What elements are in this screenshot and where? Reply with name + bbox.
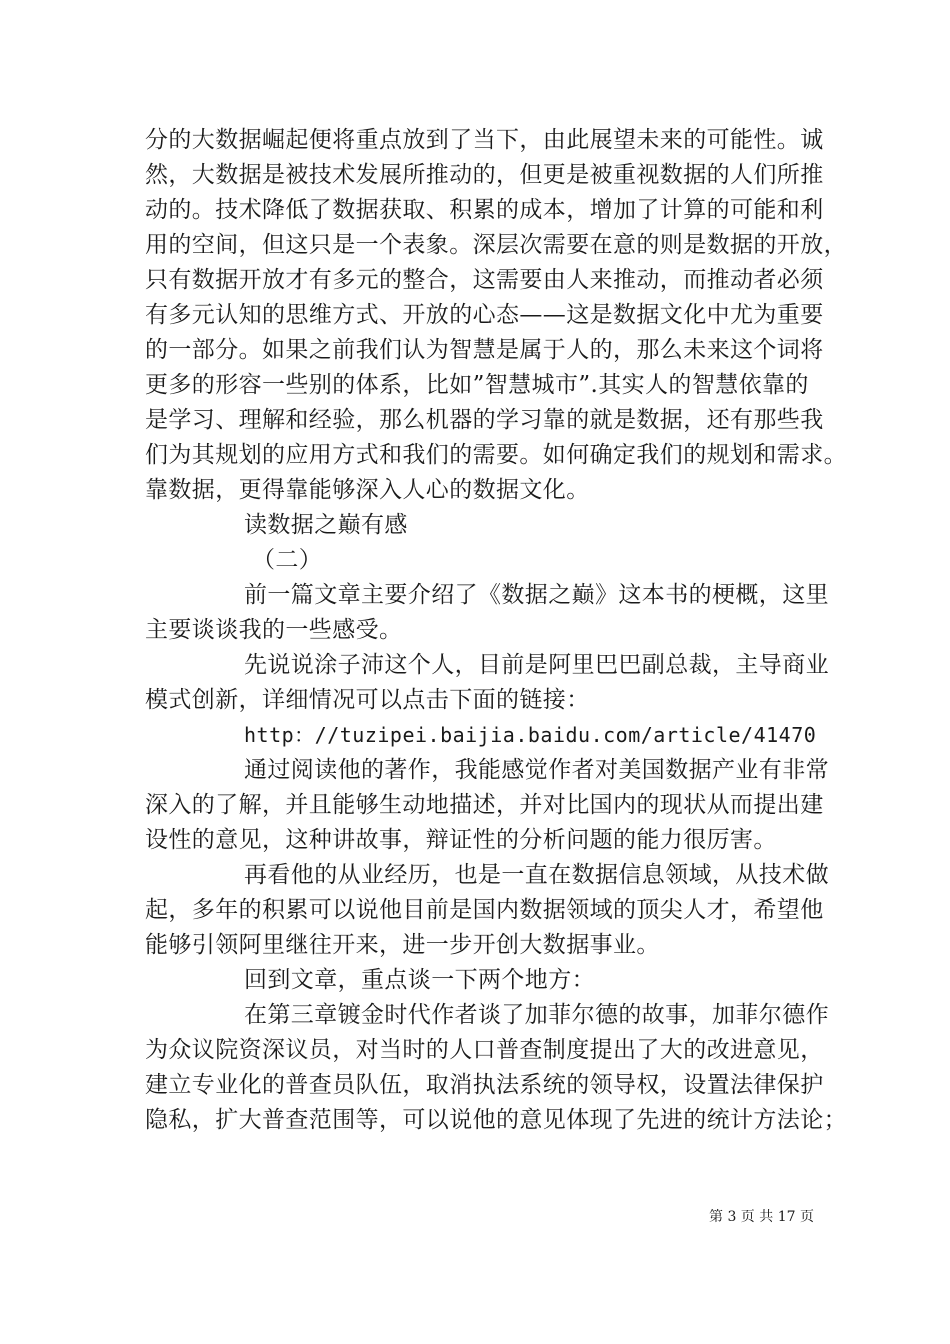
text-line: 能够引领阿里继往开来，进一步开创大数据事业。: [145, 932, 660, 958]
text-line: 设性的意见，这种讲故事，辩证性的分析问题的能力很厉害。: [145, 827, 777, 853]
text-line: 动的。技术降低了数据获取、积累的成本，增加了计算的可能和利: [145, 197, 824, 223]
text-line: 在第三章镀金时代作者谈了加菲尔德的故事，加菲尔德作: [244, 1002, 829, 1028]
text-line: 建立专业化的普查员队伍，取消执法系统的领导权，设置法律保护: [145, 1072, 824, 1098]
text-line: 的一部分。如果之前我们认为智慧是属于人的，那么未来这个词将: [145, 337, 824, 363]
text-line: 回到文章，重点谈一下两个地方：: [244, 967, 595, 993]
text-line: 然，大数据是被技术发展所推动的，但更是被重视数据的人们所推: [145, 162, 824, 188]
text-line: 用的空间，但这只是一个表象。深层次需要在意的则是数据的开放，: [145, 232, 847, 258]
article-link[interactable]: http：//tuzipei.baijia.baidu.com/article/41470: [244, 723, 817, 747]
text-line: 靠数据，更得靠能够深入人心的数据文化。: [145, 477, 590, 503]
text-line: 们为其规划的应用方式和我们的需要。如何确定我们的规划和需求。: [145, 442, 847, 468]
text-line: 是学习、理解和经验，那么机器的学习靠的就是数据，还有那些我: [145, 407, 824, 433]
text-line: 再看他的从业经历，也是一直在数据信息领域，从技术做: [244, 862, 829, 888]
text-line: 深入的了解，并且能够生动地描述，并对比国内的现状从而提出建: [145, 792, 824, 818]
page-footer: 第 3 页 共 17 页: [709, 1209, 814, 1225]
text-line: 为众议院资深议员，对当时的人口普查制度提出了大的改进意见，: [145, 1037, 824, 1063]
text-line: 起，多年的积累可以说他目前是国内数据领域的顶尖人才，希望他: [145, 897, 824, 923]
section-subtitle: （二）: [252, 547, 323, 573]
text-line: 先说说涂子沛这个人，目前是阿里巴巴副总裁，主导商业: [244, 652, 829, 678]
text-line: 只有数据开放才有多元的整合，这需要由人来推动，而推动者必须: [145, 267, 824, 293]
text-line: 分的大数据崛起便将重点放到了当下，由此展望未来的可能性。诚: [145, 127, 824, 153]
text-line: 通过阅读他的著作，我能感觉作者对美国数据产业有非常: [244, 757, 829, 783]
text-line: 前一篇文章主要介绍了《数据之巅》这本书的梗概，这里: [244, 582, 829, 608]
text-line: 主要谈谈我的一些感受。: [145, 617, 403, 643]
text-line: 有多元认知的思维方式、开放的心态——这是数据文化中尤为重要: [145, 302, 824, 328]
section-title: 读数据之巅有感: [244, 512, 408, 538]
text-line: 隐私，扩大普查范围等，可以说他的意见体现了先进的统计方法论；: [145, 1107, 847, 1133]
text-line: 更多的形容一些别的体系，比如”智慧城市”.其实人的智慧依靠的: [145, 372, 809, 398]
text-line: 模式创新，详细情况可以点击下面的链接：: [145, 687, 590, 713]
